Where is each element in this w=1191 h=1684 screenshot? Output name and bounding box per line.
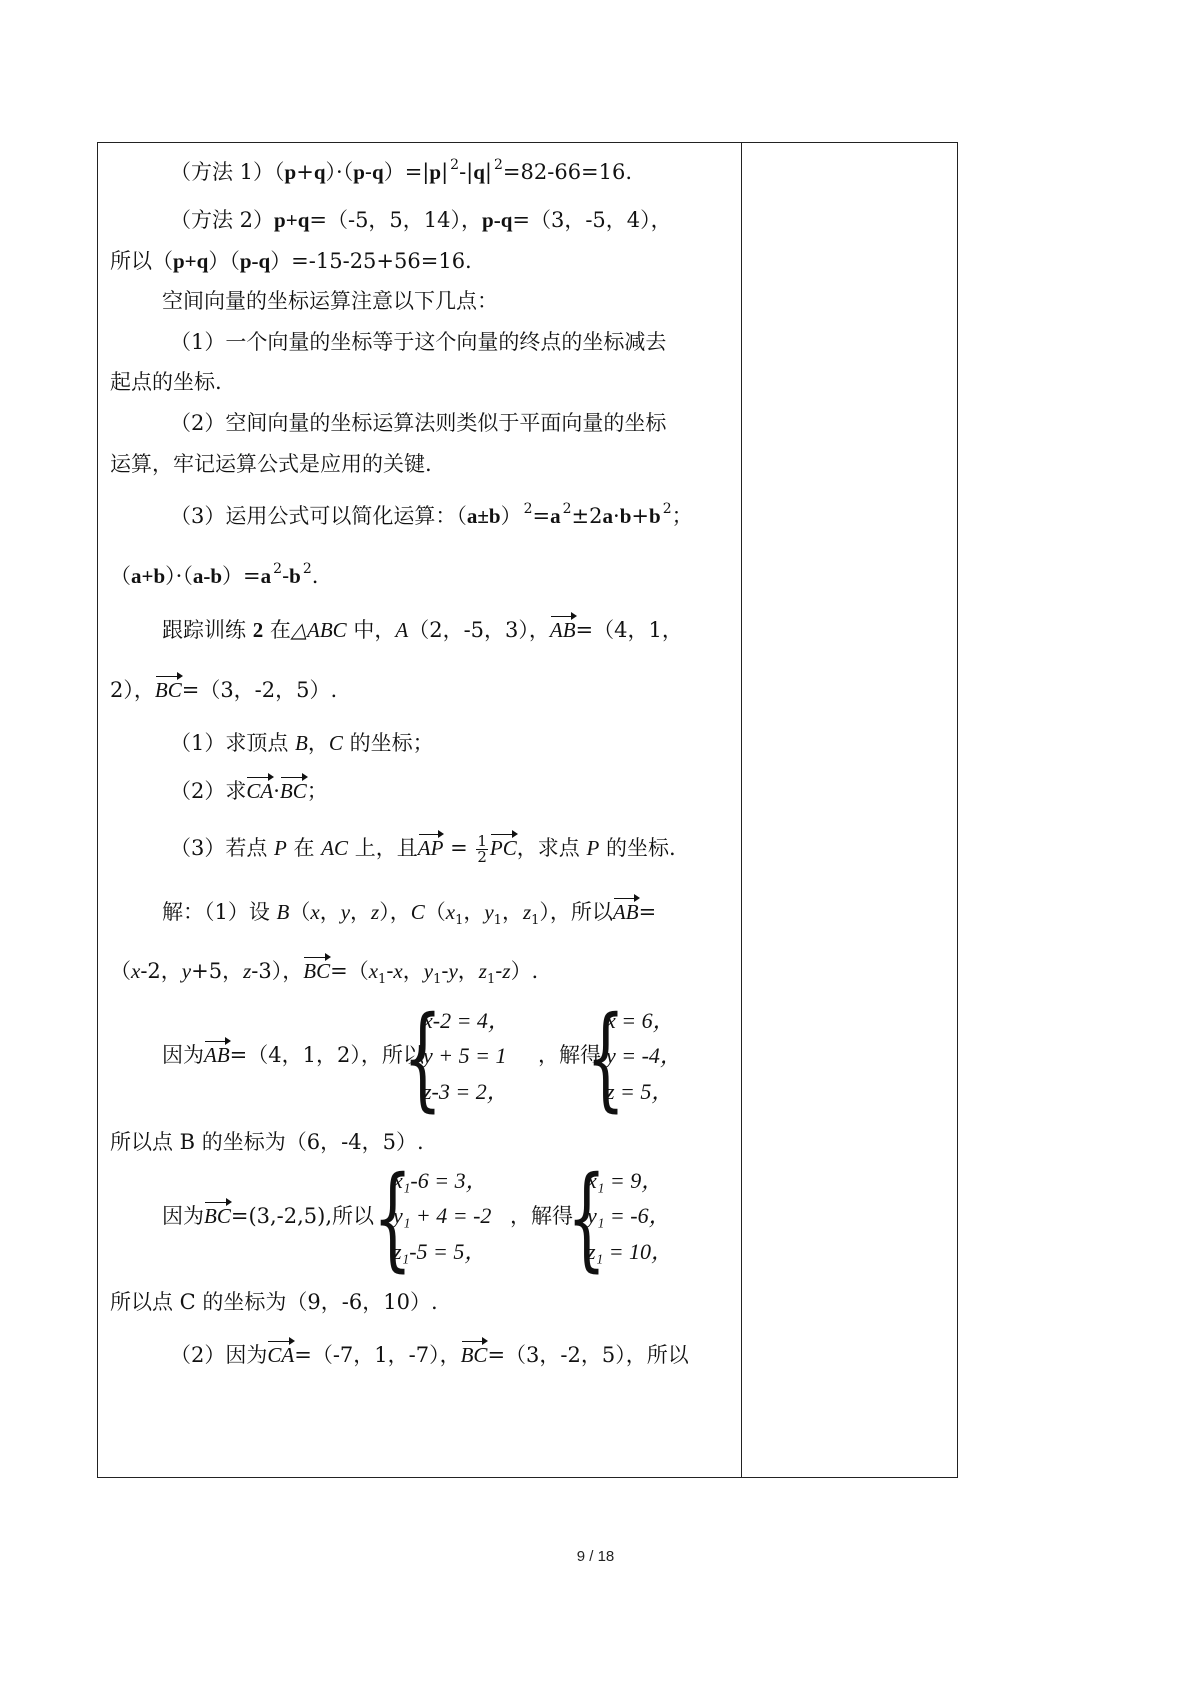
column-divider	[741, 143, 742, 1477]
note3-line2: （a+b）·（a-b）=a $^2$-b $^2$.	[110, 561, 319, 588]
content-table	[97, 142, 958, 1478]
question3: （3）若点 P 在 AC 上，且AP = $\frac{1}{2}$ PC，求点 P 的坐标.	[170, 832, 676, 866]
vector-pc: PC	[490, 833, 517, 863]
vector-ab: AB	[613, 897, 639, 927]
note3-line1: （3）运用公式可以简化运算：（a±b） $^2$=a $^2$±2a·b+b $^2$；	[170, 501, 693, 528]
vector-bc: BC	[280, 776, 307, 806]
question1: （1）求顶点 B，C 的坐标；	[170, 731, 434, 755]
fraction-half: $\frac{1}{2}$	[477, 832, 487, 866]
method1-line: （方法 1）（p+q）·（p-q）=|p| $^2$-|q| $^2$=82-66=16.	[170, 157, 633, 184]
system-c-intro: 因为BC=(3,-2,5),所以	[162, 1201, 374, 1231]
part2-line: （2）因为CA=（-7，1，-7），BC=（3，-2，5），所以	[170, 1340, 689, 1370]
solve-label-b: ，解得	[538, 1043, 601, 1067]
question2: （2）求CA·BC；	[170, 776, 328, 806]
notes-heading: 空间向量的坐标运算注意以下几点：	[162, 289, 498, 313]
method2-line2: 所以（p+q）（p-q）=-15-25+56=16.	[110, 249, 472, 273]
exercise-line2: 2），BC=（3，-2，5）.	[110, 675, 337, 705]
vector-ca: CA	[246, 776, 273, 806]
page-number: 9 / 18	[576, 1548, 615, 1565]
note1-line1: （1）一个向量的坐标等于这个向量的终点的坐标减去	[170, 330, 667, 354]
note2-line1: （2）空间向量的坐标运算法则类似于平面向量的坐标	[170, 411, 667, 435]
left-column: （方法 1）（p+q）·（p-q）=|p| $^2$-|q| $^2$=82-66=16. （方法 2）p+q=（-5，5，14），p-q=（3，-5，4）， 所以（p+q）（p-q）=-15-25+56=16. 空间向量的坐标运算注意以下几点： （1）一个向量的坐标等于这个向量的终点的坐标减去 起点的坐标. （2）空间向量的坐标运算法则类似于平面向量的坐标 运算，牢记运算公式是应用的关键. （3）运用公式可以简化运算：（a±b） $^2$=a $^2$±2a·b+b $^2$； （a+b）·（a-b）=a $^2$-b $^2$. 跟踪训练 2 在△ABC 中，A（2，-5，3），AB=（4，1， 2），BC=（3，-2，5）. （1）求顶点 B，C 的坐标； （2）求CA·BC； （3）若点 P 在 AC 上，且AP = $\frac{1}{2}$ PC，求点 P 的坐标. 解：（1）设 B（x，y，z），$C(x_1$，$y_1$，$z_1$），所以AB= （x-2，y+5，z-3），$BC=(x_1-x$，$y_1-y$，$z_1-z$）. 因为AB=（4，1，2），所以 { x-2 = 4， y + 5 = 1 z-3 = 2， ，解得 { x = 6， y = -4， z = 5， 所以点 B 的坐标为（6，-4，5）. 因为BC=(3,-2,5),所以 { x₁-6 = 3， y₁ + 4 = -2 z₁-5 = 5， ，解得 { x₁ = 9， y₁ = -6， z₁ = 10， 所以点 C 的坐标为（9，-6，10）. （2）因为CA=（-7，1，-7），BC=（3，-2，5），所以	[110, 143, 732, 1477]
vector-bc: BC	[204, 1201, 231, 1231]
left-brace: {	[403, 993, 443, 1123]
result-b: 所以点 B 的坐标为（6，-4，5）.	[110, 1130, 424, 1154]
note2-line2: 运算，牢记运算公式是应用的关键.	[110, 452, 432, 476]
system-b-intro: 因为AB=（4，1，2），所以	[162, 1040, 424, 1070]
left-brace: {	[586, 993, 626, 1123]
exercise-line1: 跟踪训练 2 在△ABC 中，A（2，-5，3），AB=（4，1，	[162, 615, 683, 645]
method2-line1: （方法 2）p+q=（-5，5，14），p-q=（3，-5，4），	[170, 208, 672, 232]
result-c: 所以点 C 的坐标为（9，-6，10）.	[110, 1290, 438, 1314]
solution-line2: （x-2，y+5，z-3），$BC=(x_1-x$，$y_1-y$，$z_1-z$）.	[110, 956, 538, 995]
vector-bc: BC	[461, 1340, 488, 1370]
solution-line1: 解：（1）设 B（x，y，z），$C(x_1$，$y_1$，$z_1$），所以AB=	[162, 897, 656, 936]
left-brace: {	[567, 1153, 607, 1283]
vector-ca: CA	[267, 1340, 294, 1370]
solve-label-c: ，解得	[510, 1204, 573, 1228]
vector-ab: AB	[204, 1040, 230, 1070]
note1-line2: 起点的坐标.	[110, 370, 222, 394]
left-brace: {	[373, 1153, 413, 1283]
vector-bc: BC	[303, 956, 330, 986]
vector-ab: AB	[550, 615, 576, 645]
vector-bc: BC	[155, 675, 182, 705]
vector-ap: AP	[418, 833, 444, 863]
